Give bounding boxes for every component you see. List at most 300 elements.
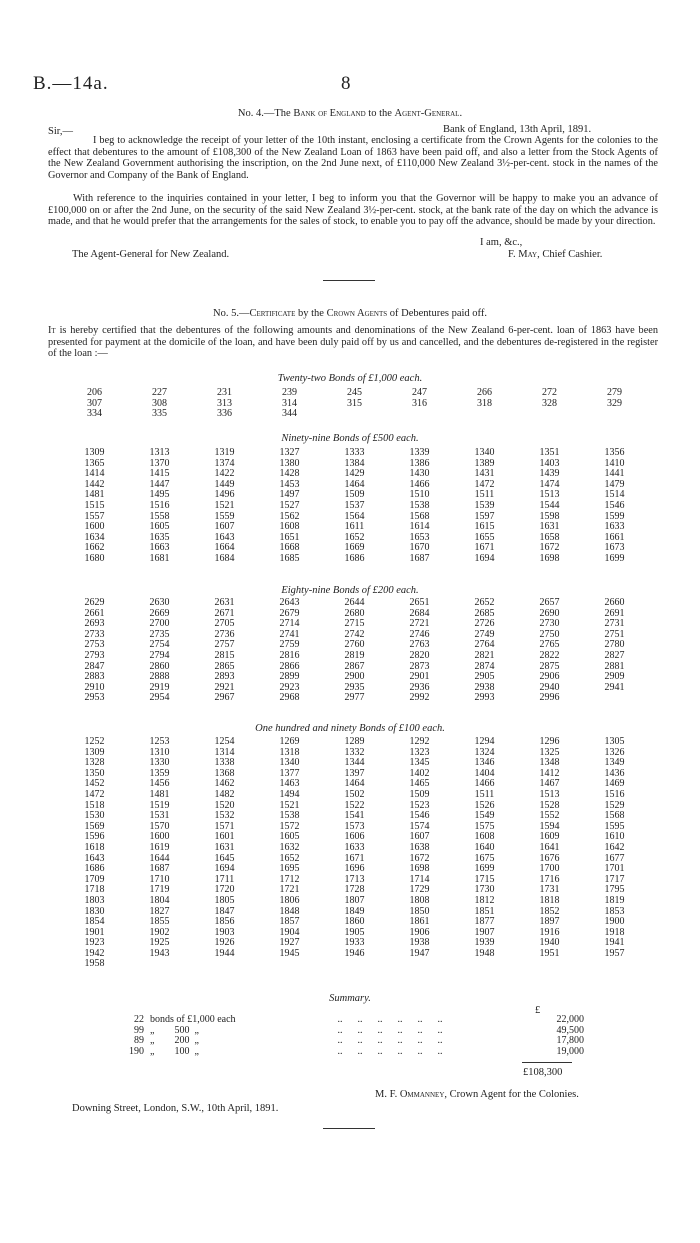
bond-number: 239 [282, 387, 297, 398]
bond-number: 1573 [344, 820, 365, 832]
table-row [62, 693, 647, 704]
cert5-intro [48, 325, 658, 360]
bond-number: 1897 [539, 916, 560, 928]
summary-row [114, 1047, 584, 1058]
bond-number: 1350 [84, 767, 105, 779]
bond-number: 1687 [149, 863, 170, 875]
bond-number: 1518 [84, 799, 105, 811]
bond-number: 227 [152, 387, 167, 398]
bond-number: 2819 [344, 649, 365, 661]
bond-number: 1339 [409, 447, 430, 458]
bond-number: 1600 [149, 831, 170, 843]
bond-number: 2757 [214, 639, 235, 651]
bond-number: 1456 [149, 778, 170, 790]
cert5-title-prefix: No. 5.— [213, 308, 250, 319]
bond-number: 318 [477, 397, 492, 409]
letter4-sig-title: , Chief Cashier. [537, 249, 603, 260]
bond-number: 2715 [344, 618, 365, 630]
bond-number: 1313 [149, 447, 170, 458]
bond-number: 1718 [84, 884, 105, 896]
bond-number: 335 [152, 408, 167, 420]
document-reference: B.—14a. [33, 73, 109, 94]
bond-number: 1803 [84, 894, 105, 906]
bond-number: 1855 [149, 916, 170, 928]
bond-number: 2780 [604, 639, 625, 651]
bond-number: 1681 [149, 552, 170, 564]
divider-bottom [323, 1128, 375, 1129]
bond-number: 1568 [409, 510, 430, 522]
bond-number: 2657 [539, 597, 560, 608]
bond-number: 2847 [84, 660, 105, 672]
bond-number: 1643 [214, 531, 235, 543]
bond-number: 1711 [214, 873, 235, 885]
bond-number: 1528 [539, 799, 560, 811]
letter4-signature [508, 248, 602, 261]
bond-number: 1853 [604, 905, 625, 917]
bond-number: 1651 [279, 531, 300, 543]
summary-amount: 19,000 [556, 1045, 584, 1057]
summary-total-rule [522, 1062, 572, 1063]
bond-number: 334 [87, 408, 102, 420]
bond-number: 1618 [84, 841, 105, 853]
bond-number: 1538 [279, 810, 300, 822]
bond-number: 1676 [539, 852, 560, 864]
bond-number: 2821 [474, 649, 495, 661]
bond-number: 1289 [344, 736, 365, 747]
bond-number: 2731 [604, 618, 625, 630]
bond-number: 1519 [149, 799, 170, 811]
bond-number: 2714 [279, 618, 300, 630]
bond-number: 1538 [409, 499, 430, 511]
section-heading-200: Eighty-nine Bonds of £200 each. [281, 585, 419, 596]
bond-number: 2749 [474, 628, 495, 640]
bond-number: 2746 [409, 628, 430, 640]
letter4-title-from: Bank of England [293, 108, 366, 119]
bond-number: 1380 [279, 457, 300, 469]
bond-number: 1351 [539, 447, 560, 458]
summary-description: „ 100 „ [150, 1045, 199, 1057]
cert5-title-end: of Debentures paid off. [387, 308, 487, 319]
bond-number: 1516 [604, 788, 625, 800]
bond-number: 1598 [539, 510, 560, 522]
bond-number: 1947 [409, 947, 430, 959]
cert5-sig-name: Ommanney [399, 1089, 445, 1100]
bond-number: 2644 [344, 597, 365, 608]
bond-number: 1642 [604, 841, 625, 853]
bond-number: 1412 [539, 767, 560, 779]
bond-number: 1462 [214, 778, 235, 790]
page-number: 8 [341, 73, 351, 94]
bond-number: 1904 [279, 926, 300, 938]
summary-row [114, 1015, 584, 1026]
bond-number: 1916 [539, 926, 560, 938]
bond-number [127, 959, 192, 970]
bond-number: 315 [347, 397, 362, 409]
bond-number: 336 [217, 408, 232, 420]
bond-number: 1663 [149, 542, 170, 554]
bond-number [582, 693, 647, 704]
bond-number: 1466 [409, 478, 430, 490]
bond-number: 2993 [474, 692, 495, 704]
bond-number: 1850 [409, 905, 430, 917]
bond-number: 1877 [474, 916, 495, 928]
bond-number: 1309 [84, 447, 105, 458]
bond-number: 2741 [279, 628, 300, 640]
bond-number: 1465 [409, 778, 430, 790]
bond-number: 1607 [214, 521, 235, 533]
bond-number: 1730 [474, 884, 495, 896]
bond-number [387, 409, 452, 420]
bond-number: 2629 [84, 597, 105, 608]
bond-number: 1599 [604, 510, 625, 522]
bond-number: 2726 [474, 618, 495, 630]
bond-number: 1942 [84, 947, 105, 959]
bond-number: 329 [607, 397, 622, 409]
bond-number: 1574 [409, 820, 430, 832]
bond-number: 1946 [344, 947, 365, 959]
letter4-sig-name: May [518, 249, 538, 260]
bond-number [257, 959, 322, 970]
bond-number: 1340 [279, 757, 300, 769]
bond-number: 1903 [214, 926, 235, 938]
bond-number: 1481 [149, 788, 170, 800]
bond-number [322, 409, 387, 420]
bond-number: 2742 [344, 628, 365, 640]
bond-number: 1310 [149, 746, 170, 758]
bond-number: 1652 [344, 531, 365, 543]
letter4-address: Bank of England, 13th April, 1891. [443, 124, 592, 135]
bond-number: 1827 [149, 905, 170, 917]
bond-number: 1661 [604, 531, 625, 543]
bond-number: 1696 [344, 863, 365, 875]
summary-description: bonds of £1,000 each [150, 1014, 236, 1025]
bond-number: 1686 [344, 552, 365, 564]
bond-number: 1377 [279, 767, 300, 779]
bond-number: 1643 [84, 852, 105, 864]
table-row [62, 949, 647, 960]
bond-number: 1938 [409, 937, 430, 949]
bond-number: 1847 [214, 905, 235, 917]
bond-number: 1923 [84, 937, 105, 949]
bond-number: 2721 [409, 618, 430, 630]
bond-number: 1530 [84, 810, 105, 822]
table-row [62, 843, 647, 854]
bond-number: 1516 [149, 499, 170, 511]
bond-number: 1669 [344, 542, 365, 554]
cert5-place-date: Downing Street, London, S.W., 10th April, 1891. [72, 1103, 279, 1114]
bond-number: 1494 [279, 788, 300, 800]
bond-number [387, 959, 452, 970]
bond-number: 1685 [279, 552, 300, 564]
bond-number: 2881 [604, 660, 625, 672]
bond-number: 1466 [474, 778, 495, 790]
bond-number: 2910 [84, 681, 105, 693]
bond-number: 1527 [279, 499, 300, 511]
summary-description: „ 200 „ [150, 1035, 199, 1047]
cert5-title [0, 308, 700, 319]
bond-number: 2977 [344, 692, 365, 704]
bond-table-200 [62, 598, 647, 704]
bond-number: 1532 [214, 810, 235, 822]
cert5-title-mid: by the [295, 308, 327, 319]
bond-number: 1856 [214, 916, 235, 928]
bond-number: 2905 [474, 671, 495, 683]
bond-number: 1860 [344, 916, 365, 928]
summary-table [114, 1015, 584, 1057]
bond-number: 1653 [409, 531, 430, 543]
bond-number: 1958 [84, 958, 105, 970]
letter4-title-to: Agent-General [394, 108, 460, 119]
bond-number: 1854 [84, 916, 105, 928]
bond-number: 2764 [474, 639, 495, 651]
bond-number: 1710 [149, 873, 170, 885]
table-row [62, 409, 647, 420]
bond-number: 2938 [474, 681, 495, 693]
bond-number: 1671 [474, 542, 495, 554]
bond-number: 1359 [149, 767, 170, 779]
bond-number: 1672 [409, 852, 430, 864]
bond-number: 1673 [604, 542, 625, 554]
bond-number: 2763 [409, 639, 430, 651]
bond-number: 2874 [474, 660, 495, 672]
cert5-intro-first-word: It [48, 325, 56, 336]
table-row [62, 501, 647, 512]
summary-count: 190 [129, 1045, 144, 1057]
table-row [62, 399, 647, 410]
bond-number: 1686 [84, 863, 105, 875]
bond-number: 1345 [409, 757, 430, 769]
bond-number: 2651 [409, 597, 430, 608]
bond-number: 1496 [214, 489, 235, 501]
table-row [62, 554, 647, 565]
bond-number: 1340 [474, 447, 495, 458]
bond-number: 1943 [149, 947, 170, 959]
bond-number: 1431 [474, 468, 495, 480]
summary-heading: Summary. [329, 993, 371, 1004]
bond-number: 1386 [409, 457, 430, 469]
bond-number: 1905 [344, 926, 365, 938]
bond-number: 1557 [84, 510, 105, 522]
bond-number: 1849 [344, 905, 365, 917]
bond-number: 1808 [409, 894, 430, 906]
bond-number: 1698 [539, 552, 560, 564]
bond-number: 2906 [539, 671, 560, 683]
bond-number: 2736 [214, 628, 235, 640]
bond-number: 1714 [409, 873, 430, 885]
bond-number: 1559 [214, 510, 235, 522]
bond-number: 1410 [604, 457, 625, 469]
bond-number: 1521 [214, 499, 235, 511]
bond-number: 1344 [344, 757, 365, 769]
summary-currency: £ [535, 1005, 541, 1016]
bond-number: 1940 [539, 937, 560, 949]
bond-number: 247 [412, 387, 427, 398]
bond-number: 1634 [84, 531, 105, 543]
bond-number: 1608 [279, 521, 300, 533]
bond-number: 1635 [149, 531, 170, 543]
bond-number: 1861 [409, 916, 430, 928]
letter4-sig-initial: F. [508, 249, 519, 260]
bond-number: 1541 [344, 810, 365, 822]
bond-number: 2954 [149, 692, 170, 704]
bond-number [452, 959, 517, 970]
bond-number: 1309 [84, 746, 105, 758]
bond-number: 1447 [149, 478, 170, 490]
bond-number: 1513 [539, 788, 560, 800]
bond-number: 1728 [344, 884, 365, 896]
bond-number: 1610 [604, 831, 625, 843]
bond-number: 2919 [149, 681, 170, 693]
bond-number: 1926 [214, 937, 235, 949]
bond-number: 1664 [214, 542, 235, 554]
bond-number [192, 959, 257, 970]
bond-number: 1569 [84, 820, 105, 832]
cert5-title-issuer: Crown Agents [326, 308, 388, 319]
bond-number: 1523 [409, 799, 430, 811]
bond-number: 2660 [604, 597, 625, 608]
bond-number: 2735 [149, 628, 170, 640]
bond-number: 2794 [149, 649, 170, 661]
bond-number: 2669 [149, 607, 170, 619]
bond-number: 1701 [604, 863, 625, 875]
bond-number [582, 959, 647, 970]
bond-number: 1436 [604, 767, 625, 779]
bond-number: 2693 [84, 618, 105, 630]
bond-number: 1677 [604, 852, 625, 864]
bond-number: 1645 [214, 852, 235, 864]
bond-number: 1575 [474, 820, 495, 832]
bond-number: 2700 [149, 618, 170, 630]
bond-number: 2866 [279, 660, 300, 672]
bond-number: 2899 [279, 671, 300, 683]
bond-number: 2815 [214, 649, 235, 661]
bond-number: 2921 [214, 681, 235, 693]
bond-number: 1356 [604, 447, 625, 458]
bond-number: 1564 [344, 510, 365, 522]
bond-number: 1944 [214, 947, 235, 959]
bond-number: 1515 [84, 499, 105, 511]
bond-number: 1595 [604, 820, 625, 832]
bond-number: 1818 [539, 894, 560, 906]
bond-number: 1463 [279, 778, 300, 790]
bond-number: 1319 [214, 447, 235, 458]
summary-count: 99 [134, 1024, 144, 1036]
bond-number: 2690 [539, 607, 560, 619]
bond-number: 1513 [539, 489, 560, 501]
bond-number: 1672 [539, 542, 560, 554]
letter4-title [0, 108, 700, 119]
bond-number: 1695 [279, 863, 300, 875]
bond-number: 1907 [474, 926, 495, 938]
bond-number: 272 [542, 387, 557, 398]
letter4-salutation: Sir,— [48, 126, 73, 137]
bond-number: 1365 [84, 457, 105, 469]
bond-table-500 [62, 448, 647, 565]
bond-number: 1467 [539, 778, 560, 790]
bond-number: 1805 [214, 894, 235, 906]
bond-number: 2754 [149, 639, 170, 651]
bond-number: 1464 [344, 778, 365, 790]
bond-number: 1294 [474, 736, 495, 747]
bond-number: 1474 [539, 478, 560, 490]
bond-number: 2996 [539, 692, 560, 704]
bond-number: 266 [477, 387, 492, 398]
bond-number: 2935 [344, 681, 365, 693]
bond-number: 1326 [604, 746, 625, 758]
bond-number: 1633 [344, 841, 365, 853]
bond-number: 1332 [344, 746, 365, 758]
bond-number: 2680 [344, 607, 365, 619]
section-heading-500: Ninety-nine Bonds of £500 each. [281, 433, 419, 444]
bond-number: 1526 [474, 799, 495, 811]
bond-number: 1933 [344, 937, 365, 949]
letter4-title-mid: to the [365, 108, 395, 119]
bond-number: 1641 [539, 841, 560, 853]
bond-number: 1323 [409, 746, 430, 758]
table-row [62, 896, 647, 907]
bond-number: 1857 [279, 916, 300, 928]
bond-number: 1719 [149, 884, 170, 896]
bond-number: 2685 [474, 607, 495, 619]
bond-number: 1614 [409, 521, 430, 533]
bond-number: 2760 [344, 639, 365, 651]
bond-number: 1729 [409, 884, 430, 896]
bond-number: 1713 [344, 873, 365, 885]
bond-number: 2888 [149, 671, 170, 683]
bond-number: 1698 [409, 863, 430, 875]
bond-number: 1497 [279, 489, 300, 501]
bond-number: 2992 [409, 692, 430, 704]
cert5-intro-text: is hereby certified that the debentures of the following amounts and denominations of the New Zealand 6-per-cent. loan of 1863 have been presented for payment at the domicile of the loan, and have been duly paid off by us and cancelled, and the debentures de-registered in the register of the loan :— [48, 325, 658, 360]
bond-number: 2631 [214, 597, 235, 608]
letter4-closing: I am, &c., [480, 237, 523, 248]
bond-number: 1675 [474, 852, 495, 864]
bond-number: 1472 [84, 788, 105, 800]
bond-number: 307 [87, 397, 102, 409]
bond-number: 2822 [539, 649, 560, 661]
bond-number: 1511 [474, 788, 495, 800]
table-row [62, 388, 647, 399]
bond-number: 1596 [84, 831, 105, 843]
section-heading-100: One hundred and ninety Bonds of £100 each. [255, 723, 445, 734]
bond-number: 1902 [149, 926, 170, 938]
bond-number: 2750 [539, 628, 560, 640]
bond-number: 1619 [149, 841, 170, 853]
bond-number: 1537 [344, 499, 365, 511]
bond-number: 1717 [604, 873, 625, 885]
bond-number [517, 959, 582, 970]
summary-count: 89 [134, 1035, 144, 1047]
bond-number: 1338 [214, 757, 235, 769]
summary-amount: 49,500 [556, 1024, 584, 1036]
bond-number: 1671 [344, 852, 365, 864]
bond-number: 1906 [409, 926, 430, 938]
bond-number [452, 409, 517, 420]
bond-number: 328 [542, 397, 557, 409]
letter4-addressee: The Agent-General for New Zealand. [72, 249, 230, 260]
bond-number: 1640 [474, 841, 495, 853]
bond-number: 1472 [474, 478, 495, 490]
bond-number [322, 959, 387, 970]
bond-number: 1531 [149, 810, 170, 822]
bond-number: 1608 [474, 831, 495, 843]
bond-number: 1546 [409, 810, 430, 822]
bond-number: 1709 [84, 873, 105, 885]
bond-number: 313 [217, 397, 232, 409]
bond-number: 1601 [214, 831, 235, 843]
bond-number: 231 [217, 387, 232, 398]
bond-number: 1925 [149, 937, 170, 949]
